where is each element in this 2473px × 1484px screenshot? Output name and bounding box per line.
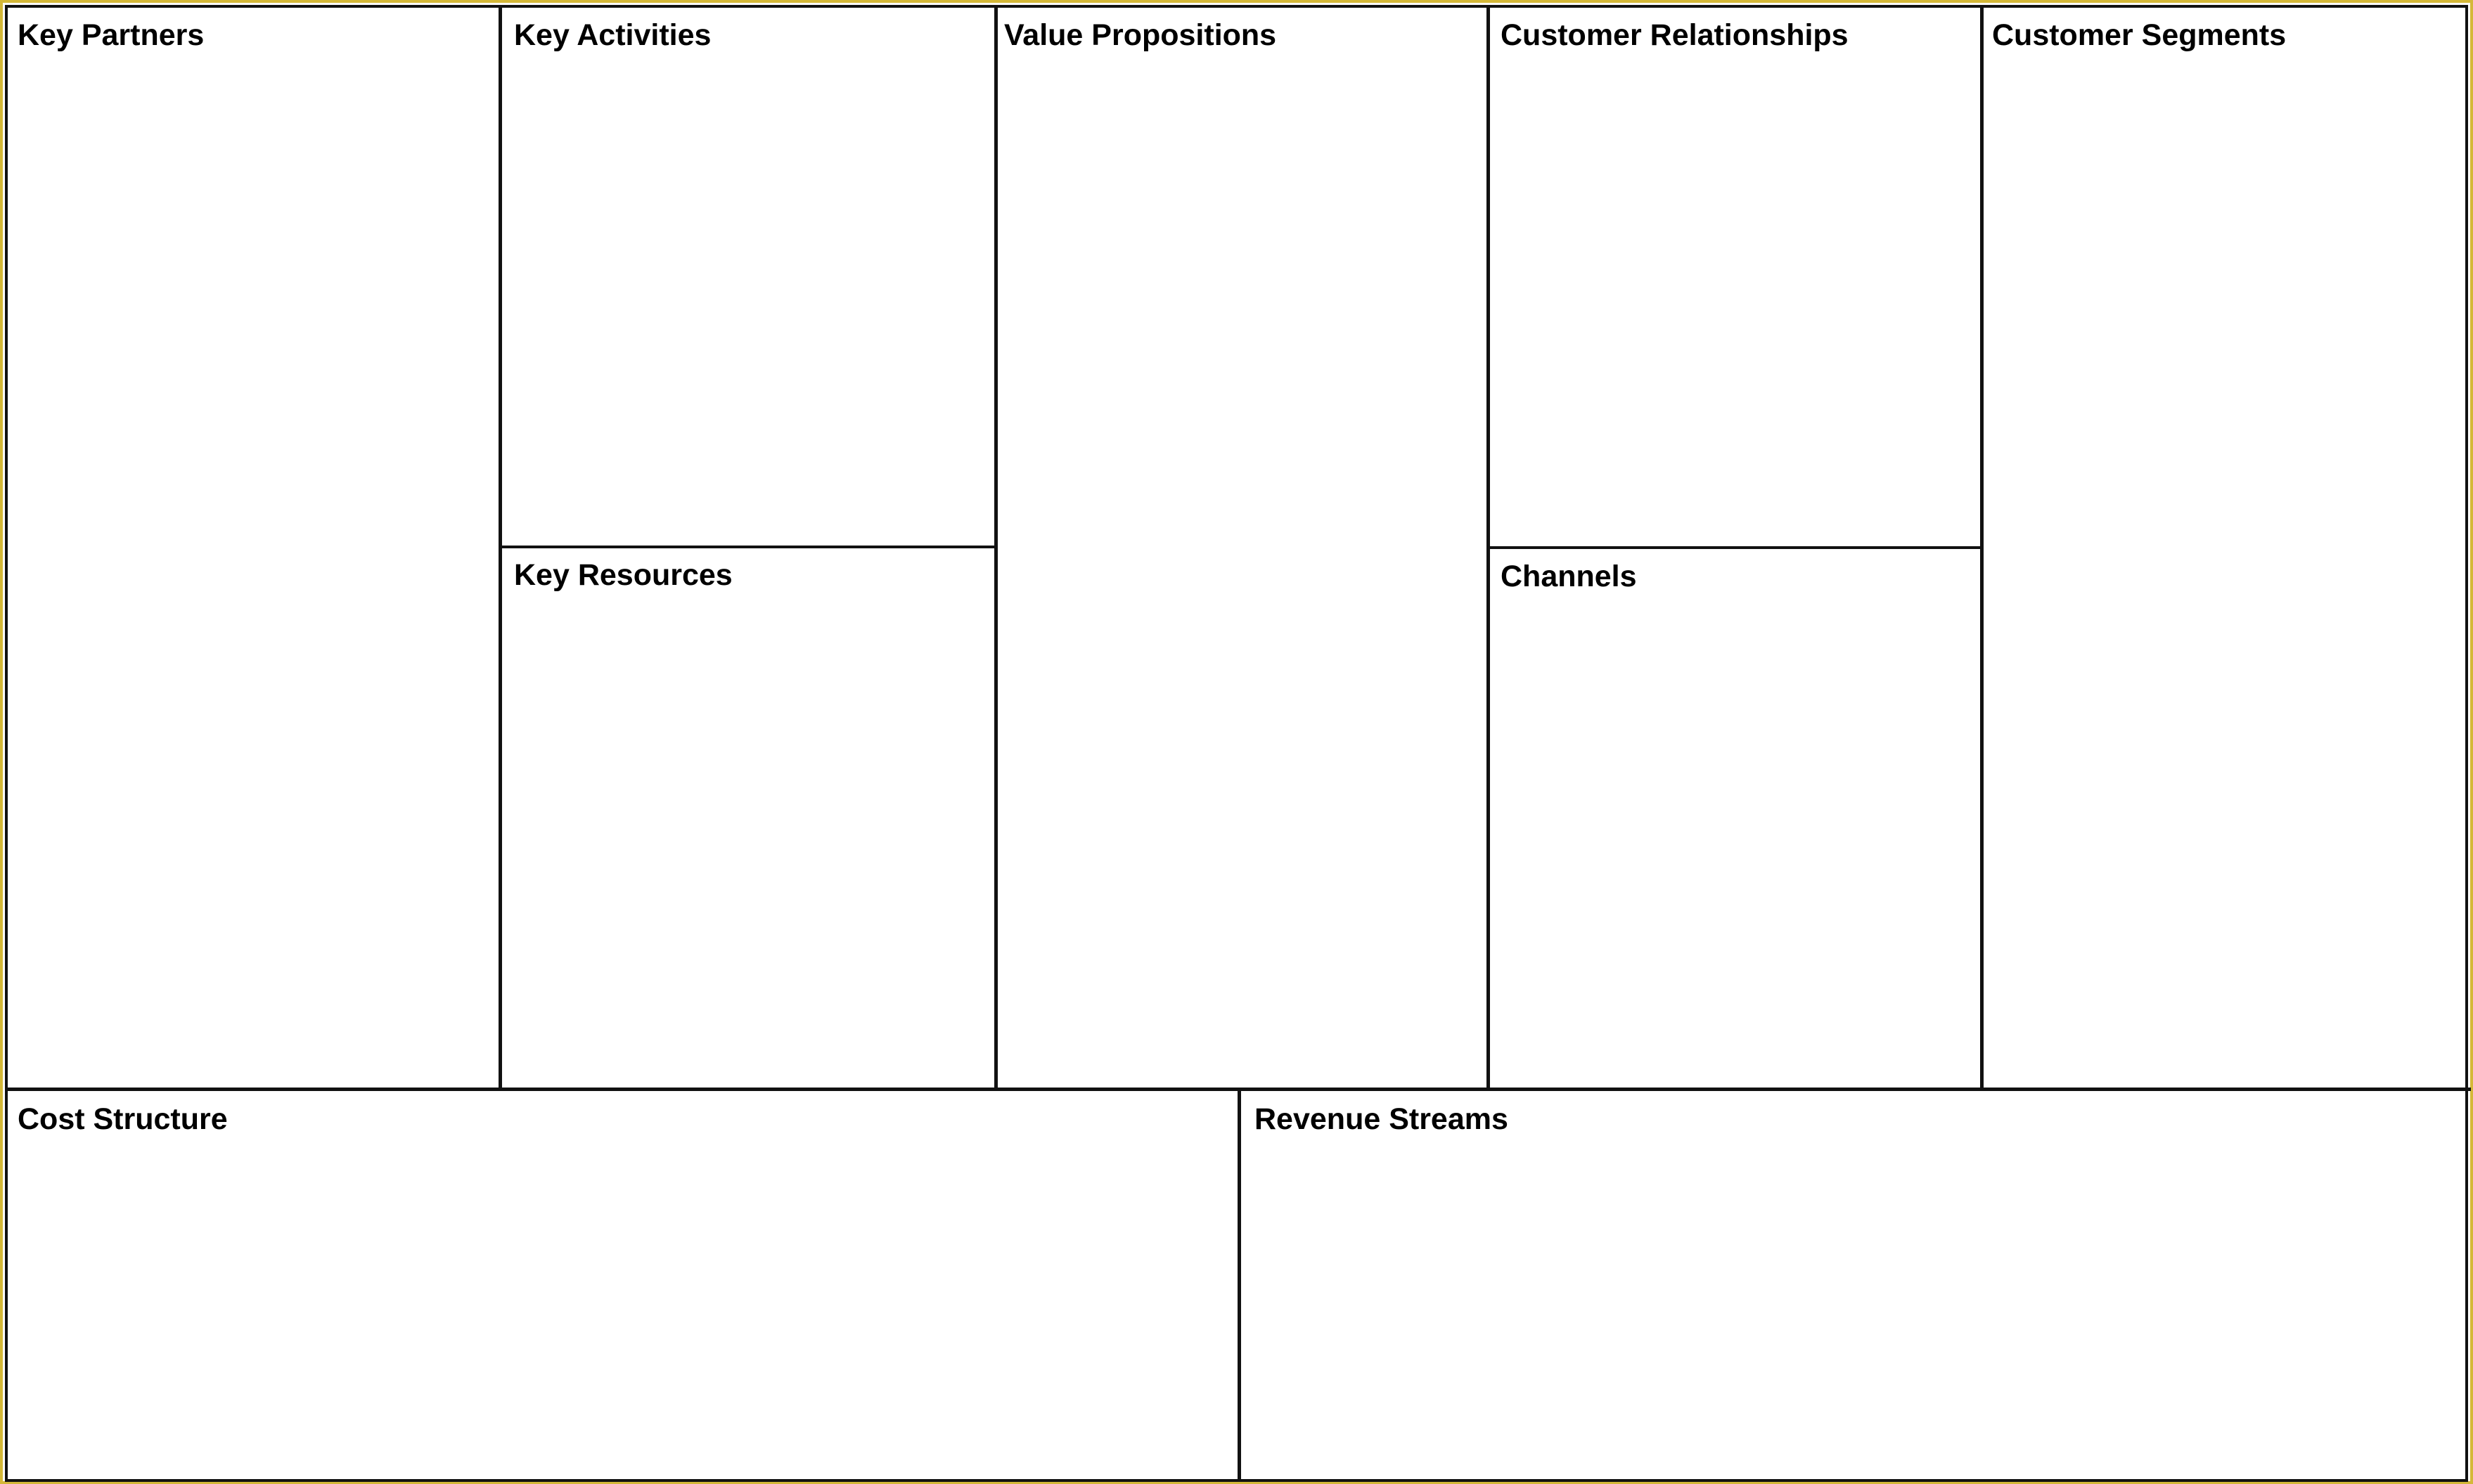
divider-vertical-2 <box>994 8 998 1090</box>
customer-segments-content[interactable] <box>1993 64 2461 1079</box>
customer-relationships-section[interactable] <box>1491 8 1979 546</box>
divider-relationships-channels <box>1490 546 1980 549</box>
divider-bottom-vertical <box>1238 1091 1241 1482</box>
revenue-streams-content[interactable] <box>1252 1148 2461 1472</box>
channels-section[interactable] <box>1491 549 1979 1089</box>
divider-vertical-3 <box>1486 8 1490 1090</box>
channels-content[interactable] <box>1501 605 1970 1079</box>
customer-relationships-content[interactable] <box>1501 64 1970 536</box>
key-resources-section[interactable] <box>504 548 995 1089</box>
cost-structure-label: Cost Structure <box>18 1102 228 1136</box>
divider-vertical-1 <box>499 8 502 1090</box>
value-propositions-label: Value Propositions <box>1004 18 1277 52</box>
channels-label: Channels <box>1501 560 1637 593</box>
key-activities-content[interactable] <box>514 64 985 535</box>
value-propositions-content[interactable] <box>1008 64 1477 1079</box>
value-propositions-section[interactable] <box>998 8 1487 1089</box>
revenue-streams-section[interactable] <box>1242 1092 2471 1482</box>
divider-vertical-4 <box>1980 8 1984 1090</box>
divider-activities-resources <box>502 546 994 548</box>
customer-segments-section[interactable] <box>1984 8 2471 1089</box>
key-partners-content[interactable] <box>18 64 489 1079</box>
customer-segments-label: Customer Segments <box>1992 18 2287 52</box>
key-resources-content[interactable] <box>514 604 985 1079</box>
cost-structure-content[interactable] <box>18 1148 1227 1472</box>
cost-structure-section[interactable] <box>8 1092 1237 1482</box>
key-partners-section[interactable] <box>8 8 499 1089</box>
key-activities-section[interactable] <box>504 8 995 545</box>
key-partners-label: Key Partners <box>18 18 205 52</box>
key-resources-label: Key Resources <box>514 558 733 592</box>
revenue-streams-label: Revenue Streams <box>1254 1102 1508 1136</box>
key-activities-label: Key Activities <box>514 18 712 52</box>
customer-relationships-label: Customer Relationships <box>1501 18 1849 52</box>
